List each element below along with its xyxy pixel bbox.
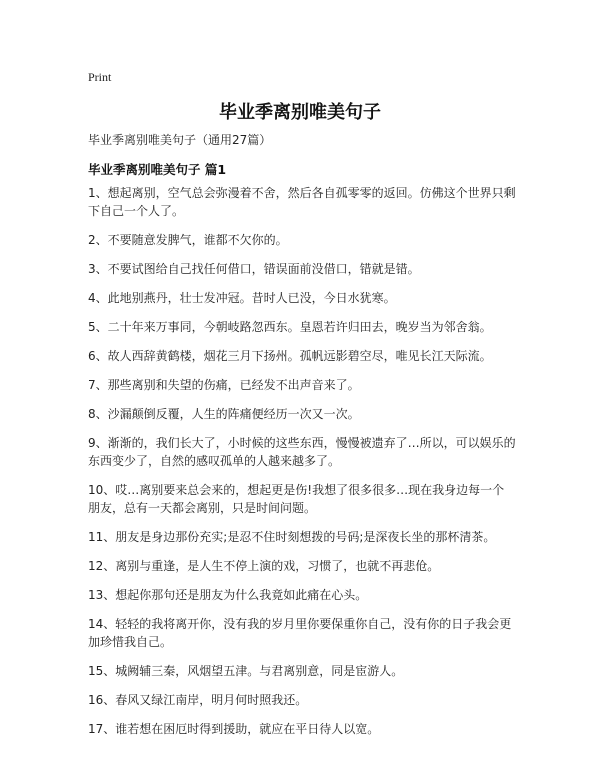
list-item: 16、春风又绿江南岸，明月何时照我还。: [88, 693, 308, 707]
list-item: 13、想起你那句还是朋友为什么我竟如此痛在心头。: [88, 588, 368, 602]
list-item: 17、谁若想在困厄时得到援助，就应在平日待人以宽。: [88, 722, 380, 736]
page-title: 毕业季离别唯美句子: [219, 102, 381, 123]
list-item: 8、沙漏颠倒反覆，人生的阵痛便经历一次又一次。: [88, 407, 360, 421]
document-subtitle: 毕业季离别唯美句子（通用27篇）: [88, 133, 272, 147]
list-item: 7、那些离别和失望的伤痛，已经发不出声音来了。: [88, 378, 360, 392]
list-item: 9、渐渐的，我们长大了，小时候的这些东西，慢慢被遗弃了…所以，可以娱乐的东西变少了，自然的感叹孤单的人越来越多了。: [88, 436, 516, 468]
print-label: Print: [88, 70, 112, 84]
list-item: 11、朋友是身边那份充实;是忍不住时刻想拨的号码;是深夜长坐的那杯清茶。: [88, 530, 496, 544]
sentence-list: [88, 184, 516, 749]
list-item: 1、想起离别，空气总会弥漫着不舍，然后各自孤零零的返回。仿佛这个世界只剩下自己一个人了。: [88, 186, 516, 218]
list-item: 2、不要随意发脾气，谁都不欠你的。: [88, 233, 288, 247]
section-heading: 毕业季离别唯美句子 篇1: [88, 162, 227, 177]
list-item: 15、城阙辅三秦，风烟望五津。与君离别意，同是宦游人。: [88, 664, 404, 678]
list-item: 5、二十年来万事同，今朝岐路忽西东。皇恩若许归田去，晚岁当为邻舍翁。: [88, 320, 492, 334]
list-item: 10、哎…离别要来总会来的，想起更是伤!我想了很多很多…现在我身边每一个朋友，总有一天都会离别，只是时间问题。: [88, 483, 505, 515]
list-item: 6、故人西辞黄鹤楼，烟花三月下扬州。孤帆远影碧空尽，唯见长江天际流。: [88, 349, 492, 363]
list-item: 12、离别与重逢，是人生不停上演的戏，习惯了，也就不再悲伧。: [88, 559, 440, 573]
list-item: 3、不要试图给自己找任何借口，错误面前没借口，错就是错。: [88, 262, 420, 276]
list-item: 4、此地别燕丹，壮士发冲冠。昔时人已没，今日水犹寒。: [88, 291, 396, 305]
list-item: 14、轻轻的我将离开你，没有我的岁月里你要保重你自己，没有你的日子我会更加珍惜我自己。: [88, 617, 512, 649]
